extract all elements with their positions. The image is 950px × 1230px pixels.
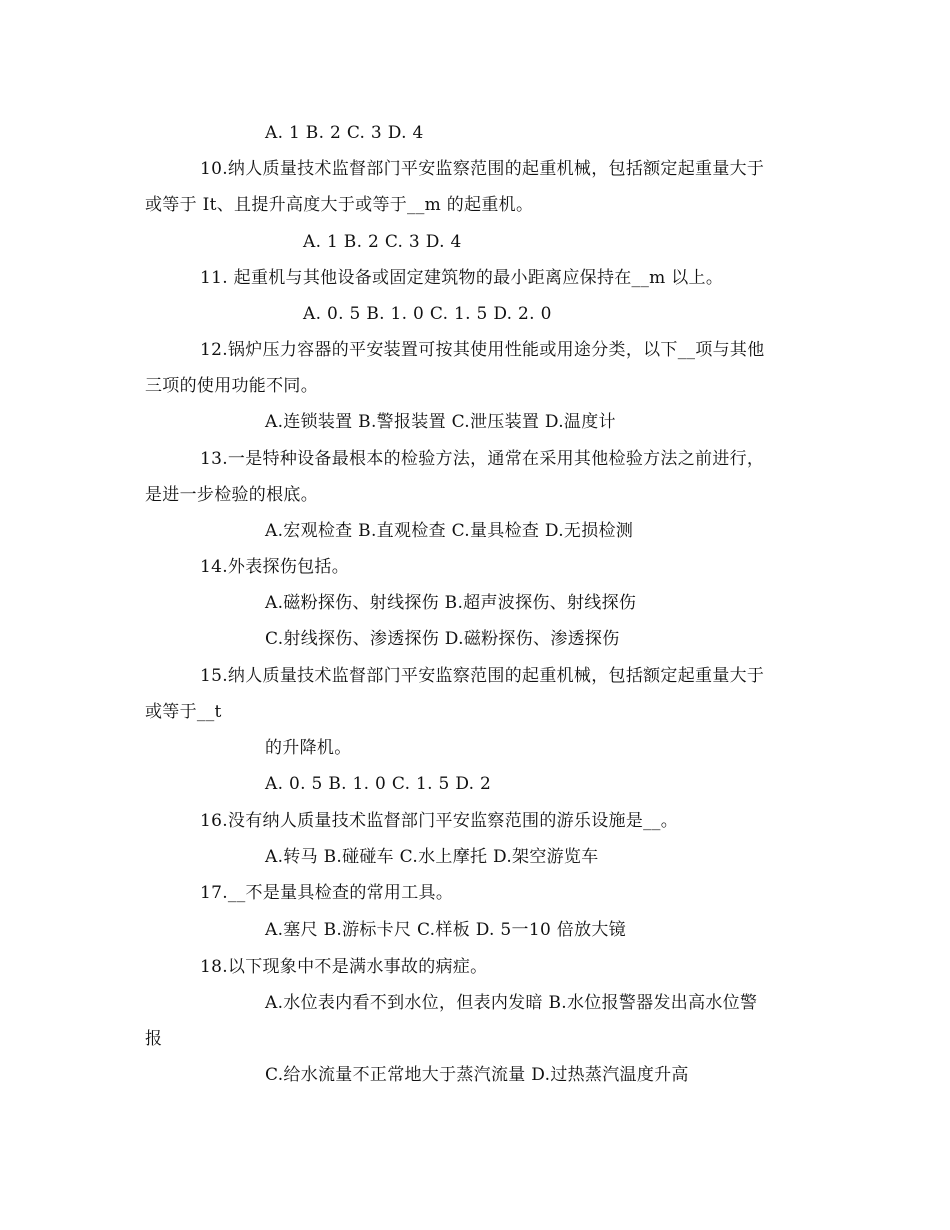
q10-text-line1: 10.纳人质量技术监督部门平安监察范围的起重机械，包括额定起重量大于	[200, 159, 765, 179]
q13-options: A.宏观检查 B.直观检查 C.量具检查 D.无损检测	[265, 521, 634, 541]
q18-options-line1: A.水位表内看不到水位，但表内发暗 B.水位报警器发出高水位警	[265, 993, 758, 1013]
q18-options-line2: 报	[145, 1029, 163, 1049]
q12-text-line2: 三项的使用功能不同。	[145, 376, 318, 396]
q17-options: A.塞尺 B.游标卡尺 C.样板 D. 5一10 倍放大镜	[265, 920, 626, 940]
q13-text-line2: 是进一步检验的根底。	[145, 485, 318, 505]
q9-options: A. 1 B. 2 C. 3 D. 4	[265, 123, 424, 143]
q12-text-line1: 12.锅炉压力容器的平安装置可按其使用性能或用途分类，以下__项与其他	[200, 340, 765, 360]
q12-options: A.连锁装置 B.警报装置 C.泄压装置 D.温度计	[265, 412, 616, 432]
q14-text: 14.外表探伤包括。	[200, 557, 350, 577]
q16-options: A.转马 B.碰碰车 C.水上摩托 D.架空游览车	[265, 847, 599, 867]
q11-options: A. 0. 5 B. 1. 0 C. 1. 5 D. 2. 0	[303, 304, 552, 324]
q16-text: 16.没有纳人质量技术监督部门平安监察范围的游乐设施是__。	[200, 811, 679, 831]
q17-text: 17.__不是量具检查的常用工具。	[200, 883, 454, 903]
q15-options: A. 0. 5 B. 1. 0 C. 1. 5 D. 2	[265, 774, 492, 794]
q14-options-line2: C.射线探伤、渗透探伤 D.磁粉探伤、渗透探伤	[265, 629, 620, 649]
q11-text: 11. 起重机与其他设备或固定建筑物的最小距离应保持在__m 以上。	[200, 268, 724, 288]
q10-options: A. 1 B. 2 C. 3 D. 4	[303, 232, 462, 252]
q15-text-line3: 的升降机。	[265, 738, 352, 758]
q10-text-line2: 或等于 It、且提升高度大于或等于__m 的起重机。	[145, 195, 534, 215]
q15-text-line1: 15.纳人质量技术监督部门平安监察范围的起重机械，包括额定起重量大于	[200, 666, 765, 686]
q18-text: 18.以下现象中不是满水事故的病症。	[200, 957, 488, 977]
q14-options-line1: A.磁粉探伤、射线探伤 B.超声波探伤、射线探伤	[265, 593, 637, 613]
q13-text-line1: 13.一是特种设备最根本的检验方法，通常在采用其他检验方法之前进行，	[200, 449, 765, 469]
q18-options-line3: C.给水流量不正常地大于蒸汽流量 D.过热蒸汽温度升高	[265, 1065, 689, 1085]
q15-text-line2: 或等于__t	[145, 702, 222, 722]
